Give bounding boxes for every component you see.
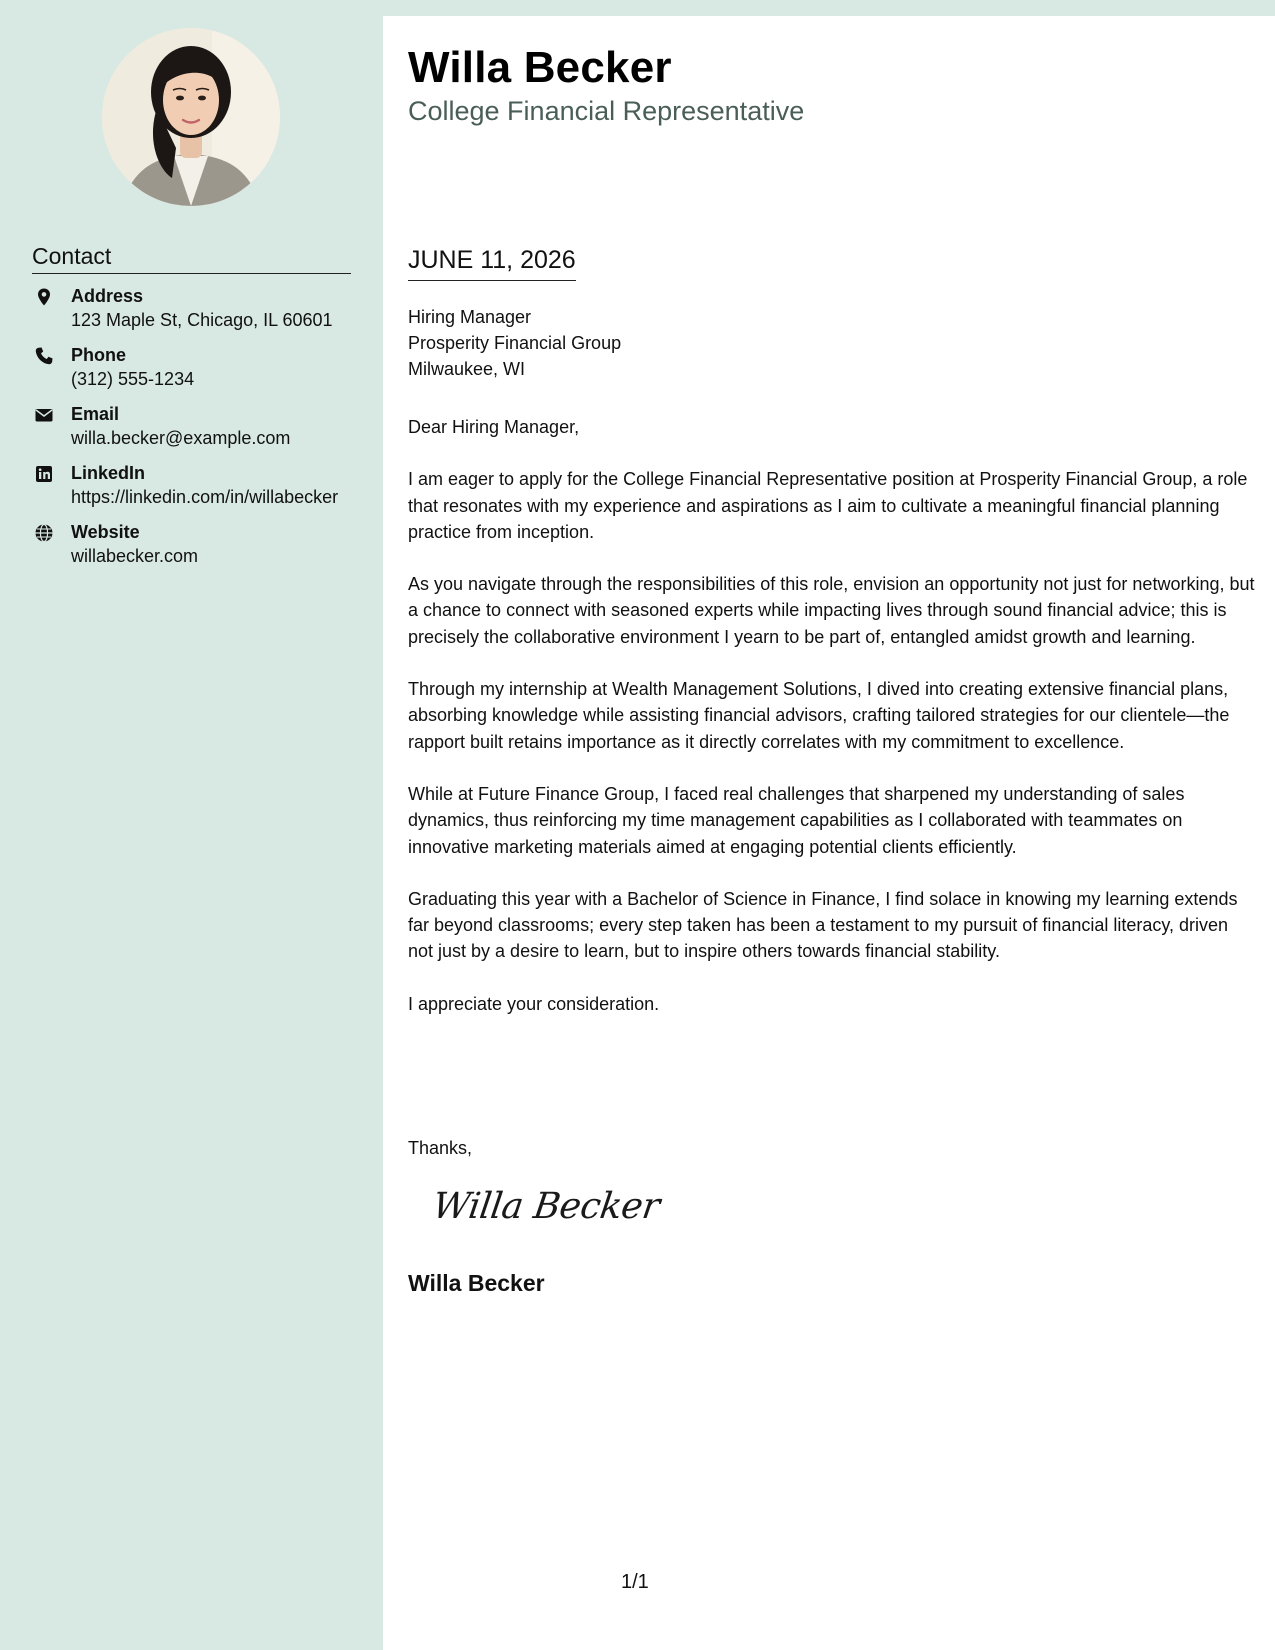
- phone-icon: [34, 346, 54, 366]
- email-label: Email: [71, 404, 120, 424]
- letter-paragraph: While at Future Finance Group, I faced real challenges that sharpened my understanding of sales dynamics, thus reinforcing my time management capabilities as I collaborated with teammates on innovative marketing materials aimed at engaging potential clients efficiently.: [408, 783, 1185, 857]
- globe-icon: [34, 523, 54, 543]
- phone-label: Phone: [71, 345, 127, 365]
- website-label: Website: [71, 522, 140, 542]
- letter-body: [408, 414, 1258, 1043]
- linkedin-value[interactable]: https://linkedin.com/in/willabecker: [71, 487, 339, 507]
- recipient-line: Hiring Manager: [408, 307, 532, 327]
- letter-date: JUNE 11, 2026: [408, 244, 576, 281]
- closing: Thanks,: [408, 1138, 473, 1158]
- contact-list: [32, 284, 352, 579]
- location-pin-icon: [34, 287, 54, 307]
- letter-paragraph: Through my internship at Wealth Management Solutions, I dived into creating extensive financial plans, absorbing knowledge while assisting financial advisors, crafting tailored strategies for our clientele—the rapport built retains importance as it directly correlates with my commitment to excellence.: [408, 679, 1230, 752]
- linkedin-icon: [34, 464, 54, 484]
- letter-paragraph: As you navigate through the responsibilities of this role, envision an opportunity not just for networking, but a chance to connect with seasoned experts while impacting lives through sound financial advice; this is precisely the collaborative environment I yearn to be part of, entangled amidst growth and learning.: [408, 574, 1255, 647]
- website-value[interactable]: willabecker.com: [71, 546, 199, 566]
- contact-heading: Contact: [32, 242, 351, 274]
- recipient-line: Milwaukee, WI: [408, 359, 526, 379]
- letter-page: [383, 16, 1275, 1650]
- signed-name: Willa Becker: [408, 1270, 545, 1296]
- contact-item-address: [32, 284, 352, 333]
- email-value[interactable]: willa.becker@example.com: [71, 428, 291, 448]
- page-number: 1/1: [621, 1571, 649, 1593]
- phone-value: (312) 555-1234: [71, 369, 195, 389]
- letter-paragraph: I appreciate your consideration.: [408, 993, 660, 1014]
- recipient-line: Prosperity Financial Group: [408, 333, 622, 353]
- contact-item-linkedin: [32, 461, 352, 510]
- profile-photo: [102, 28, 280, 206]
- letter-paragraph: I am eager to apply for the College Financial Representative position at Prosperity Financial Group, a role that resonates with my experience and aspirations as I aim to cultivate a meaningful financial planning practice from inception.: [408, 469, 1248, 542]
- recipient-block: [408, 304, 621, 382]
- sidebar: [0, 0, 383, 1650]
- applicant-role: College Financial Representative: [408, 96, 805, 126]
- contact-item-phone: [32, 343, 352, 392]
- linkedin-label: LinkedIn: [71, 463, 146, 483]
- applicant-name: Willa Becker: [408, 43, 672, 92]
- contact-item-website: [32, 520, 352, 569]
- greeting: Dear Hiring Manager,: [408, 417, 580, 437]
- address-value: 123 Maple St, Chicago, IL 60601: [71, 310, 333, 330]
- avatar: [102, 28, 280, 206]
- envelope-icon: [34, 405, 54, 425]
- letter-paragraph: Graduating this year with a Bachelor of Science in Finance, I find solace in knowing my learning extends far beyond classrooms; every step taken has been a testament to my pursuit of financial literacy, driven not just by a desire to learn, but to inspire others towards financial stability.: [408, 888, 1238, 962]
- address-label: Address: [71, 286, 144, 306]
- contact-item-email: [32, 402, 352, 451]
- handwritten-signature: Willa Becker: [430, 1186, 662, 1227]
